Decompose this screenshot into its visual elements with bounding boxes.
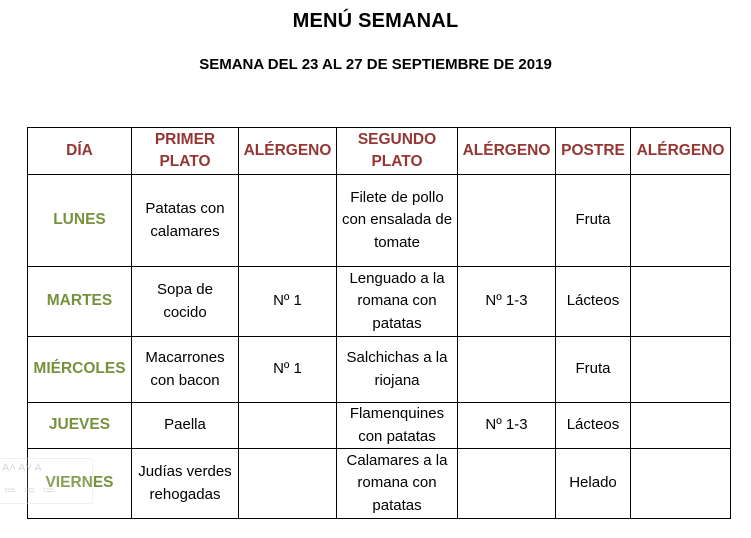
- table-row: [28, 337, 731, 403]
- postre-cell: Fruta: [556, 175, 631, 267]
- primer-plato-cell: Sopa de cocido: [132, 267, 239, 337]
- header-postre: POSTRE: [556, 128, 631, 175]
- day-cell: MARTES: [28, 267, 132, 337]
- alergeno-cell: [631, 175, 731, 267]
- postre-cell: Lácteos: [556, 267, 631, 337]
- day-cell: MIÉRCOLES: [28, 337, 132, 403]
- alergeno-cell: [631, 267, 731, 337]
- alergeno-cell: [631, 449, 731, 519]
- menu-table: [27, 127, 731, 519]
- segundo-plato-cell: Filete de pollo con ensalada de tomate: [337, 175, 458, 267]
- alergeno-cell: [458, 449, 556, 519]
- postre-cell: Helado: [556, 449, 631, 519]
- table-row: [28, 449, 731, 519]
- alergeno-cell: Nº 1: [239, 337, 337, 403]
- alergeno-cell: [239, 449, 337, 519]
- table-row: [28, 403, 731, 449]
- table-row: [28, 267, 731, 337]
- postre-cell: Fruta: [556, 337, 631, 403]
- header-segundo-plato: SEGUNDO PLATO: [337, 128, 458, 175]
- alergeno-cell: [631, 403, 731, 449]
- primer-plato-cell: Judías verdes rehogadas: [132, 449, 239, 519]
- header-row: [28, 128, 731, 175]
- alergeno-cell: [458, 337, 556, 403]
- alergeno-cell: Nº 1: [239, 267, 337, 337]
- header-dia: DÍA: [28, 128, 132, 175]
- alergeno-cell: Nº 1-3: [458, 403, 556, 449]
- day-cell: LUNES: [28, 175, 132, 267]
- alergeno-cell: [239, 403, 337, 449]
- page-subtitle: SEMANA DEL 23 AL 27 DE SEPTIEMBRE DE 2019: [199, 56, 552, 73]
- alergeno-cell: Nº 1-3: [458, 267, 556, 337]
- segundo-plato-cell: Salchichas a la riojana: [337, 337, 458, 403]
- list-icons: ≔ ≔ ≔: [4, 483, 57, 497]
- alergeno-cell: [631, 337, 731, 403]
- segundo-plato-cell: Lenguado a la romana con patatas: [337, 267, 458, 337]
- primer-plato-cell: Macarrones con bacon: [132, 337, 239, 403]
- primer-plato-cell: Patatas con calamares: [132, 175, 239, 267]
- page-title: MENÚ SEMANAL: [292, 10, 459, 32]
- font-size-icons: A˄ A˅ A: [2, 462, 42, 474]
- postre-cell: Lácteos: [556, 403, 631, 449]
- alergeno-cell: [239, 175, 337, 267]
- table-row: [28, 175, 731, 267]
- header-alergeno-2: ALÉRGENO: [458, 128, 556, 175]
- alergeno-cell: [458, 175, 556, 267]
- header-alergeno-1: ALÉRGENO: [239, 128, 337, 175]
- segundo-plato-cell: Flamenquines con patatas: [337, 403, 458, 449]
- primer-plato-cell: Paella: [132, 403, 239, 449]
- header-alergeno-3: ALÉRGENO: [631, 128, 731, 175]
- day-cell: JUEVES: [28, 403, 132, 449]
- segundo-plato-cell: Calamares a la romana con patatas: [337, 449, 458, 519]
- header-primer-plato: PRIMER PLATO: [132, 128, 239, 175]
- day-cell: VIERNES: [28, 449, 132, 519]
